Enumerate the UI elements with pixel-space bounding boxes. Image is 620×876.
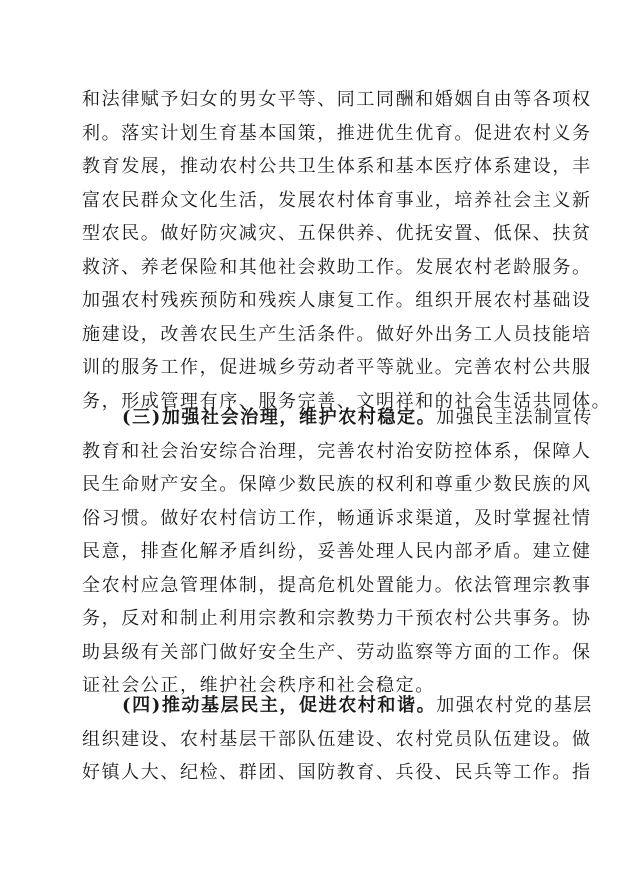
text-line: 加强农村残疾预防和残疾人康复工作。组织开展农村基础设 xyxy=(82,290,592,311)
text-line: 组织建设、农村基层干部队伍建设、农村党员队伍建设。做 xyxy=(82,728,592,750)
text-line: 训的服务工作，促进城乡劳动者平等就业。完善农村公共服 xyxy=(82,357,592,378)
text-line: 务，形成管理有序、服务完善、文明祥和的社会生活共同体。 xyxy=(82,390,612,412)
text-line: 型农民。做好防灾减灾、五保供养、优抚安置、低保、扶贫 xyxy=(82,223,592,244)
text-line: 民生命财产安全。保障少数民族的权利和尊重少数民族的风 xyxy=(82,474,592,495)
text-line: 教育和社会治安综合治理，完善农村治安防控体系，保障人 xyxy=(82,440,592,462)
section-three-heading: (三)加强社会治理，维护农村稳定。 xyxy=(122,407,437,428)
section-four-first-line-text: 加强农村党的基层 xyxy=(436,695,594,716)
text-line: 富农民群众文化生活，发展农村体育事业，培养社会主义新 xyxy=(82,189,592,211)
section-first-line xyxy=(82,689,594,723)
text-line: 助县级有关部门做好安全生产、劳动监察等方面的工作。保 xyxy=(82,641,592,663)
text-line: 俗习惯。做好农村信访工作，畅通诉求渠道，及时掌握社情 xyxy=(82,507,592,529)
text-line: 务，反对和制止利用宗教和宗教势力干预农村公共事务。协 xyxy=(82,608,592,629)
section-three-paragraph xyxy=(82,401,594,703)
text-line: 好镇人大、纪检、群团、国防教育、兵役、民兵等工作。指 xyxy=(82,762,592,783)
text-line: 施建设，改善农民生产生活条件。做好外出务工人员技能培 xyxy=(82,323,592,345)
section-three-first-line-text: 加强民主法制宣传 xyxy=(436,407,594,428)
text-line: 救济、养老保险和其他社会救助工作。发展农村老龄服务。 xyxy=(82,256,592,278)
section-four-paragraph xyxy=(82,689,594,790)
section-four-heading: (四)推动基层民主，促进农村和谐。 xyxy=(122,695,437,716)
text-line: 教育发展，推动农村公共卫生体系和基本医疗体系建设，丰 xyxy=(82,156,592,177)
text-line: 和法律赋予妇女的男女平等、同工同酬和婚姻自由等各项权 xyxy=(82,89,592,110)
text-line: 民意，排查化解矛盾纠纷，妥善处理人民内部矛盾。建立健 xyxy=(82,541,592,562)
text-line: 利。落实计划生育基本国策，推进优生优育。促进农村义务 xyxy=(82,122,592,144)
text-line: 证社会公正，维护社会秩序和社会稳定。 xyxy=(82,675,435,696)
section-first-line xyxy=(82,401,594,435)
text-line: 全农村应急管理体制，提高危机处置能力。依法管理宗教事 xyxy=(82,574,592,596)
